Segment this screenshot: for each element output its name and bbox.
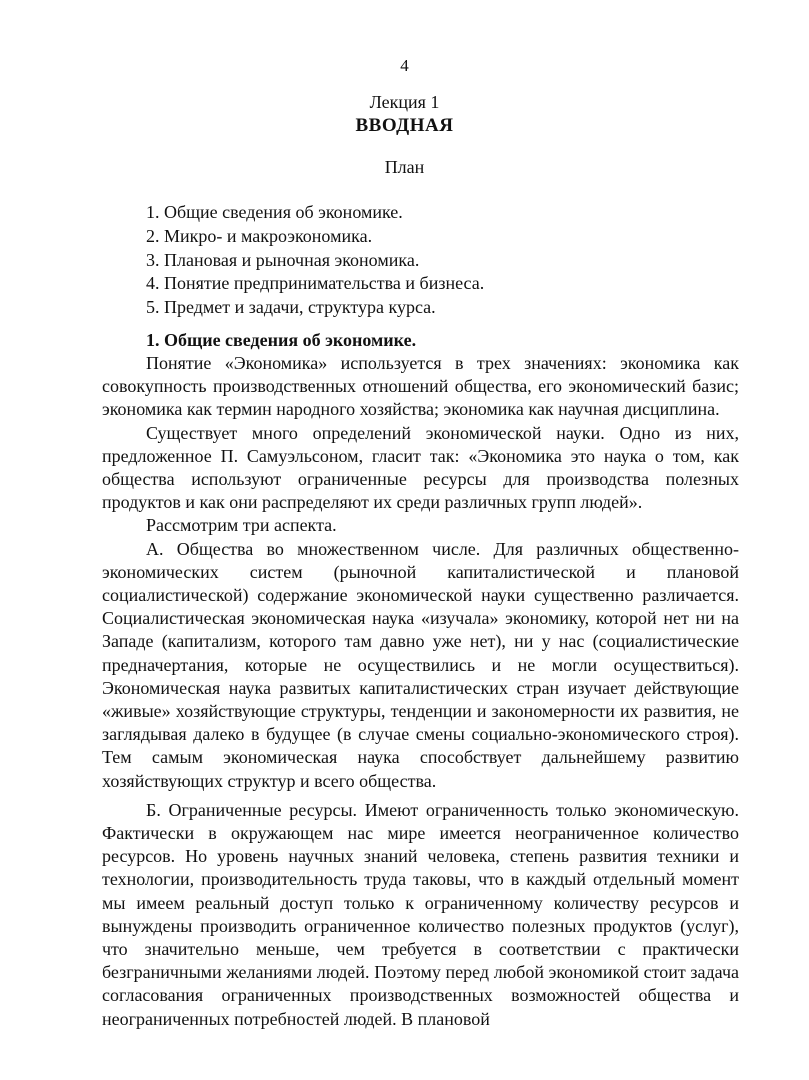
plan-list	[146, 201, 484, 320]
plan-item: 1. Общие сведения об экономике.	[146, 202, 403, 222]
plan-heading: План	[384, 157, 425, 177]
plan-item: 5. Предмет и задачи, структура курса.	[146, 297, 436, 318]
section-heading: 1. Общие сведения об экономике.	[146, 330, 417, 350]
plan-item: 4. Понятие предпринимательства и бизнеса.	[146, 273, 485, 294]
section-body	[102, 352, 739, 1031]
paragraph: Рассмотрим три аспекта.	[146, 515, 337, 536]
paragraph: Понятие «Экономика» используется в трех значениях: экономика как совокупность производственных отношений общества, его экономический базис; экономика как термин народного хозяйства; экономика как научная дисциплина.	[102, 353, 739, 420]
page-number: 4	[400, 56, 409, 75]
plan-item: 3. Плановая и рыночная экономика.	[146, 249, 420, 270]
plan-item: 2. Микро- и макроэкономика.	[146, 225, 373, 246]
paragraph: Б. Ограниченные ресурсы. Имеют ограниченность только экономическую. Фактически в окружающем нас мире имеется неограниченное количество ресурсов. Но уровень научных знаний человека, степень развития техники и технологии, производительность труда таковы, что в каждый отдельный момент мы имеем реальный доступ только к ограниченному количеству ресурсов и вынуждены производить ограниченное количество полезных продуктов (услуг), что значительно меньше, чем требуется в соответствии с практически безграничными желаниями людей. Поэтому перед любой экономикой стоит задача согласования ограниченных производственных возможностей общества и неограниченных потребностей людей. В плановой	[102, 799, 739, 1029]
paragraph: Существует много определений экономической науки. Одно из них, предложенное П. Самуэльсоном, гласит так: «Экономика это наука о том, как общества используют ограниченные ресурсы для производства полезных продуктов и как они распределяют их среди различных групп людей».	[102, 422, 739, 513]
paragraph: А. Общества во множественном числе. Для различных общественно-экономических систем (рыночной капиталистической и плановой социалистической) содержание экономической науки существенно различается. Социалистическая экономическая наука «изучала» экономику, которой нет ни на Западе (капитализм, которого там давно уже нет), ни у нас (социалистические предначертания, которые не осуществились и не могли осуществиться). Экономическая наука развитых капиталистических стран изучает действующие «живые» хозяйствующие структуры, тенденции и закономерности их развития, не заглядывая далеко в будущее (в случае смены социально-экономического строя). Тем самым экономическая наука способствует дальнейшему развитию хозяйствующих структур и всего общества.	[102, 538, 739, 791]
lecture-title: ВВОДНАЯ	[355, 115, 454, 136]
lecture-label: Лекция 1	[369, 92, 440, 112]
